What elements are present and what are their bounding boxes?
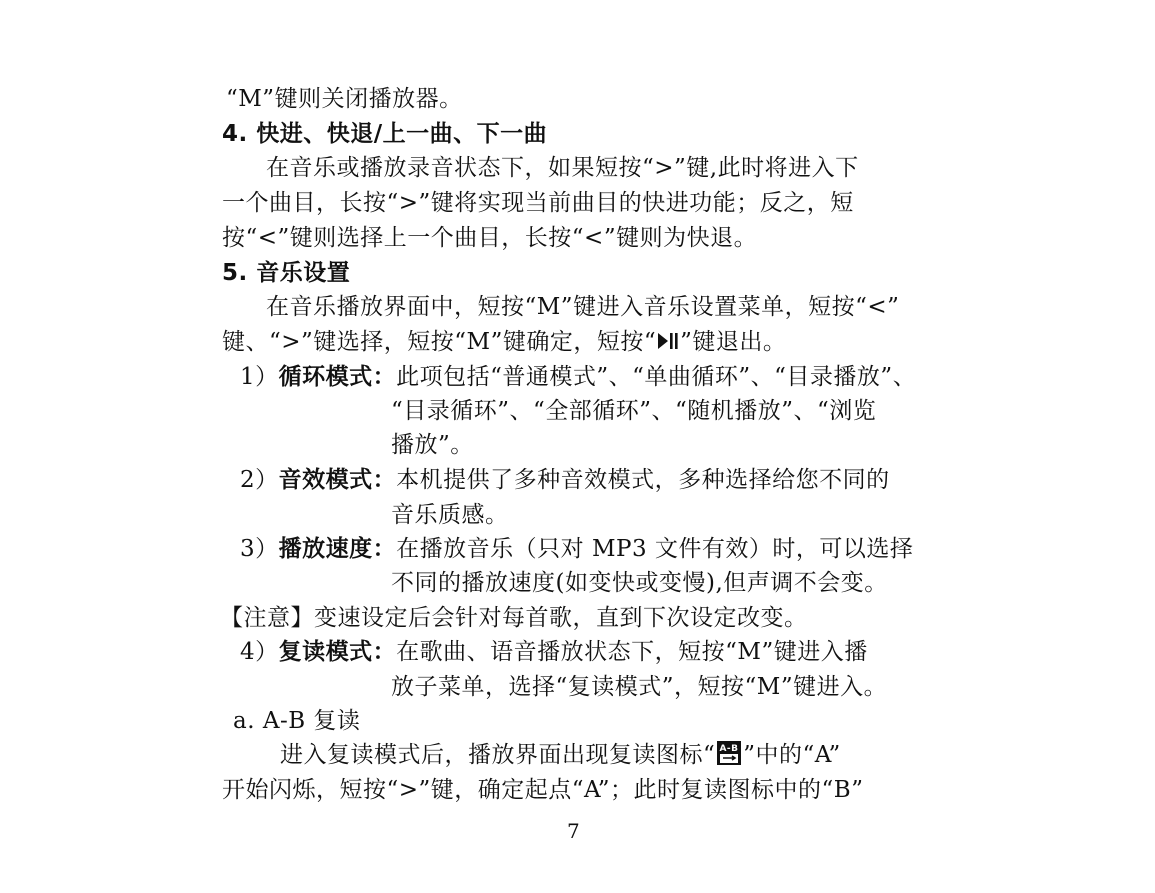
list-item-continuation: 放子菜单，选择“复读模式”，短按“M”键进入。 [391,674,888,700]
list-item-number: 1） [240,364,279,390]
paragraph-line [222,327,786,359]
list-item-1 [240,362,916,392]
paragraph-text: ”键退出。 [680,329,787,355]
paragraph-line: 在音乐或播放录音状态下，如果短按“>”键,此时将进入下 [266,155,859,181]
list-item-label: 音效模式： [278,467,397,493]
paragraph-text: ”中的“A” [743,742,841,768]
list-item-text: 在歌曲、语音播放状态下，短按“M”键进入播 [396,639,868,665]
list-item-2 [240,465,890,495]
paragraph-line [280,740,841,770]
list-item-continuation: 不同的播放速度(如变快或变慢),但声调不会变。 [391,570,888,596]
list-item-text: 本机提供了多种音效模式，多种选择给您不同的 [396,467,890,493]
paragraph-line: 按“<”键则选择上一个曲目，长按“<”键则为快退。 [222,225,758,251]
section-heading-5: 5. 音乐设置 [222,260,351,286]
list-item-label: 循环模式： [278,364,397,390]
subsection-heading-a: a. A-B 复读 [233,708,361,734]
list-item-continuation: “目录循环”、“全部循环”、“随机播放”、“浏览 [391,398,877,424]
paragraph-line: 一个曲目，长按“>”键将实现当前曲目的快进功能；反之，短 [222,190,854,216]
play-pause-icon [657,329,679,359]
list-item-continuation: 音乐质感。 [391,502,509,528]
paragraph-line: 开始闪烁，短按“>”键，确定起点“A”；此时复读图标中的“B” [222,777,864,803]
note-line: 【注意】变速设定后会针对每首歌，直到下次设定改变。 [220,605,808,631]
list-item-label: 复读模式： [278,639,397,665]
list-item-continuation: 播放”。 [391,432,474,458]
list-item-4 [240,637,868,667]
paragraph-text: 进入复读模式后，播放界面出现复读图标“ [280,742,716,768]
paragraph-line: 在音乐播放界面中，短按“M”键进入音乐设置菜单，短按“<” [266,294,900,320]
ab-repeat-icon [716,740,742,766]
list-item-label: 播放速度： [278,536,397,562]
ab-repeat-icon-text: A-B [719,744,739,754]
list-item-3 [240,534,913,564]
text-line: “M”键则关闭播放器。 [226,86,463,112]
page-number: 7 [567,819,580,843]
list-item-number: 4） [240,639,279,665]
paragraph-text: 键、“>”键选择，短按“M”键确定，短按“ [222,329,657,355]
section-heading-4: 4. 快进、快退/上一曲、下一曲 [222,121,548,147]
list-item-text: 此项包括“普通模式”、“单曲循环”、“目录播放”、 [396,364,917,390]
list-item-number: 2） [240,467,279,493]
list-item-text: 在播放音乐（只对 MP3 文件有效）时，可以选择 [396,536,914,562]
list-item-number: 3） [240,536,279,562]
